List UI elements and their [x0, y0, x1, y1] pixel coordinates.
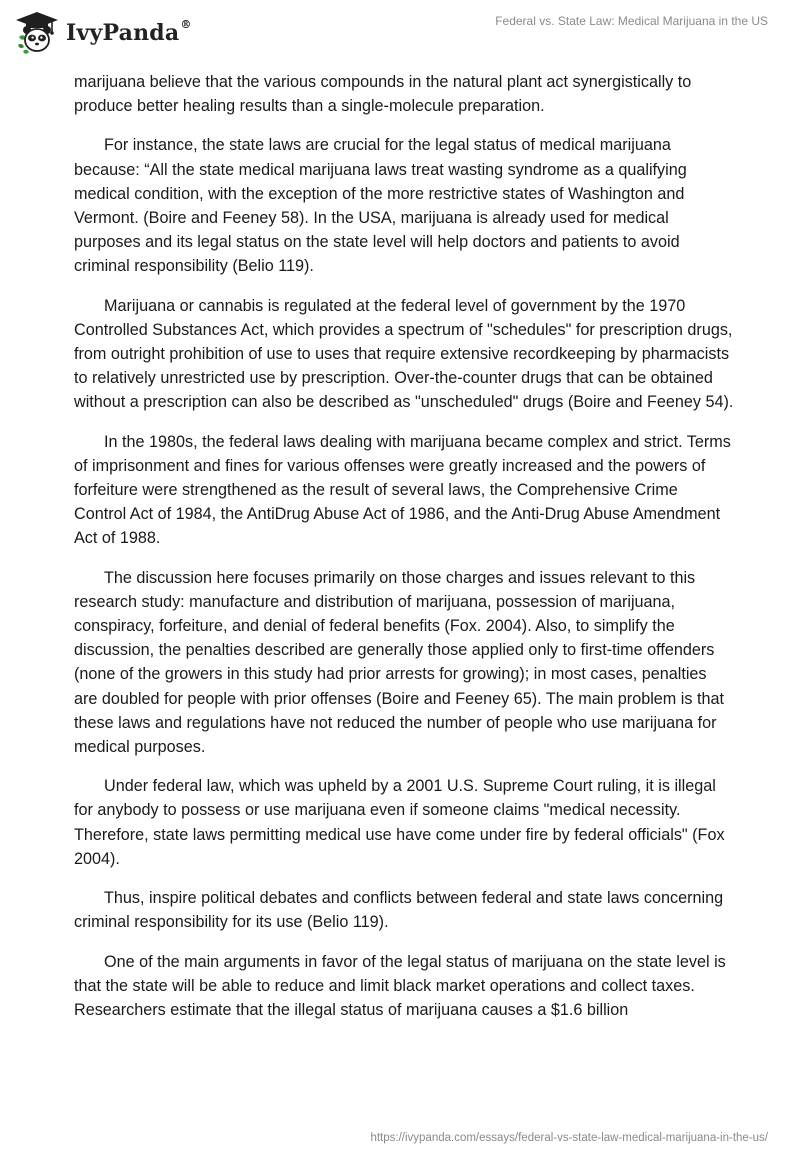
source-url[interactable]: https://ivypanda.com/essays/federal-vs-state-law-medical-marijuana-in-the-us/: [370, 1132, 768, 1144]
paragraph: Thus, inspire political debates and conflicts between federal and state laws concerning criminal responsibility for its use (Belio 119).: [74, 889, 724, 932]
registered-mark: ®: [180, 17, 192, 31]
document-title: Federal vs. State Law: Medical Marijuana in the US: [495, 14, 768, 28]
logo-wordmark: IvyPanda®: [66, 17, 192, 46]
paragraph: The discussion here focuses primarily on those charges and issues relevant to this research study: manufacture and distribution of marijuana, possession of marijuana, conspiracy, forfeiture, and denial of federal benefits (Fox. 2004). Also, to simplify the discussion, the penalties described are generally those applied only to first-time offenders (none of the growers in this study had prior arrests for growing); in most cases, penalties are doubled for people with prior offenses (Boire and Feeney 65). The main problem is that these laws and regulations have not reduced the number of people who use marijuana for medical purposes.: [74, 568, 724, 757]
panda-graduate-icon: [14, 10, 60, 54]
paragraph: For instance, the state laws are crucial for the legal status of medical marijuana because: “All the state medical marijuana laws treat wasting syndrome as a qualifying medical condition, with the exception of the more restrictive states of Washington and Vermont. (Boire and Feeney 58). In the USA, marijuana is already used for medical purposes and its legal status on the state level will help doctors and patients to avoid criminal responsibility (Belio 119).: [74, 136, 687, 276]
paragraph-continuation: marijuana believe that the various compounds in the natural plant act synergistically to produce better healing results than a single-molecule preparation.: [74, 73, 692, 116]
essay-body: [74, 70, 734, 1037]
ivypanda-logo[interactable]: [14, 10, 192, 54]
paragraph: Under federal law, which was upheld by a 2001 U.S. Supreme Court ruling, it is illegal for anybody to possess or use marijuana even if someone claims "medical necessity. Therefore, state laws permitting medical use have come under fire by federal officials" (Fox 2004).: [74, 777, 725, 868]
paragraph: In the 1980s, the federal laws dealing with marijuana became complex and strict. Terms of imprisonment and fines for various offenses were greatly increased and the powers of forfeiture were strengthened as the result of several laws, the Comprehensive Crime Control Act of 1984, the AntiDrug Abuse Act of 1986, and the Anti-Drug Abuse Amendment Act of 1988.: [74, 432, 731, 548]
page-header: [0, 0, 800, 64]
paragraph: One of the main arguments in favor of the legal status of marijuana on the state level is that the state will be able to reduce and limit black market operations and collect taxes. Researchers estimate that the illegal status of marijuana causes a $1.6 billion: [74, 952, 726, 1019]
paragraph: Marijuana or cannabis is regulated at the federal level of government by the 1970 Controlled Substances Act, which provides a spectrum of "schedules" for prescription drugs, from outright prohibition of use to uses that require extensive recordkeeping by pharmacists to relatively unrestricted use by prescription. Over-the-counter drugs that can be obtained without a prescription can also be described as "unscheduled" drugs (Boire and Feeney 54).: [74, 296, 734, 412]
